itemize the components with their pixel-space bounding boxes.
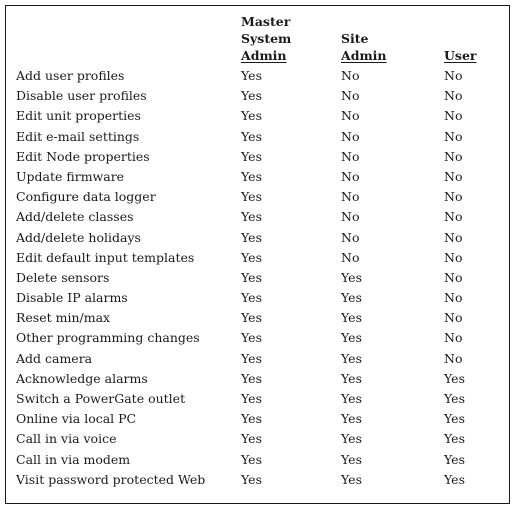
cell-user: Yes <box>444 391 465 406</box>
cell-master: Yes <box>241 391 262 406</box>
cell-permission: Delete sensors <box>16 269 110 285</box>
cell-permission: Disable IP alarms <box>16 290 128 306</box>
cell-permission: Add/delete classes <box>16 209 134 225</box>
cell-user: No <box>444 68 463 83</box>
cell-master: Yes <box>241 68 262 83</box>
cell-permission: Edit e-mail settings <box>16 128 140 144</box>
cell-user: Yes <box>444 370 465 386</box>
cell-site: Yes <box>341 431 362 447</box>
cell-master: Yes <box>241 209 262 225</box>
cell-site: No <box>341 249 360 265</box>
cell-permission: Add/delete holidays <box>16 229 141 245</box>
cell-user: Yes <box>444 451 465 467</box>
cell-permission: Disable user profiles <box>16 88 147 104</box>
table-row <box>16 86 506 106</box>
cell-site: Yes <box>341 350 362 366</box>
cell-master: Yes <box>241 471 262 487</box>
cell-permission: Configure data logger <box>16 189 156 205</box>
cell-permission: Other programming changes <box>16 330 200 346</box>
header-user <box>444 47 476 64</box>
cell-master: Yes <box>241 290 262 306</box>
header-user-line1: User <box>444 48 477 63</box>
table-row <box>16 66 506 86</box>
cell-master: Yes <box>241 229 262 245</box>
header-master-system-admin <box>241 13 291 64</box>
table-row <box>16 228 506 248</box>
cell-master: Yes <box>241 310 262 326</box>
cell-site: No <box>341 229 360 245</box>
cell-site: No <box>341 189 360 205</box>
cell-master: Yes <box>241 370 262 386</box>
cell-user: No <box>444 269 463 285</box>
cell-permission: Acknowledge alarms <box>16 370 148 386</box>
header-master-line1: Master <box>241 14 291 29</box>
table-row <box>16 268 506 288</box>
cell-site: No <box>341 128 360 144</box>
cell-user: No <box>444 229 463 245</box>
cell-master: Yes <box>241 350 262 366</box>
cell-user: No <box>444 189 463 205</box>
cell-site: Yes <box>341 269 362 285</box>
cell-user: Yes <box>444 471 465 487</box>
cell-master: Yes <box>241 189 262 205</box>
cell-master: Yes <box>241 451 262 467</box>
cell-site: Yes <box>341 290 362 306</box>
table-row <box>16 127 506 147</box>
cell-permission: Edit Node properties <box>16 148 150 164</box>
table-row <box>16 409 506 429</box>
header-master-line2: System <box>241 31 292 46</box>
table-row <box>16 369 506 389</box>
table-row <box>16 470 506 490</box>
table-row <box>16 167 506 187</box>
table-row <box>16 349 506 369</box>
cell-site: Yes <box>341 370 362 386</box>
cell-user: No <box>444 128 463 144</box>
header-site-admin <box>341 30 387 64</box>
cell-permission: Add camera <box>16 350 93 366</box>
cell-permission: Update firmware <box>16 168 125 184</box>
cell-master: Yes <box>241 168 262 184</box>
table-row <box>16 308 506 328</box>
permissions-table-body <box>16 66 506 490</box>
cell-user: No <box>444 290 463 306</box>
cell-site: No <box>341 68 360 83</box>
table-row <box>16 288 506 308</box>
cell-site: Yes <box>341 471 362 487</box>
cell-permission: Add user profiles <box>16 68 125 83</box>
cell-site: Yes <box>341 330 362 346</box>
cell-permission: Visit password protected Web <box>16 471 206 487</box>
cell-user: No <box>444 249 463 265</box>
table-row <box>16 147 506 167</box>
cell-user: No <box>444 148 463 164</box>
cell-site: No <box>341 168 360 184</box>
cell-user: No <box>444 168 463 184</box>
cell-user: Yes <box>444 411 465 427</box>
cell-master: Yes <box>241 88 262 104</box>
cell-site: No <box>341 88 360 104</box>
cell-master: Yes <box>241 249 262 265</box>
table-row <box>16 328 506 348</box>
cell-user: No <box>444 330 463 346</box>
cell-user: No <box>444 350 463 366</box>
header-master-line3: Admin <box>241 48 287 63</box>
cell-master: Yes <box>241 411 262 427</box>
cell-user: Yes <box>444 431 465 447</box>
table-row <box>16 389 506 409</box>
cell-permission: Switch a PowerGate outlet <box>16 391 186 406</box>
header-site-line1: Site <box>341 31 369 46</box>
cell-permission: Edit default input templates <box>16 249 195 265</box>
table-row <box>16 187 506 207</box>
cell-permission: Call in via voice <box>16 431 117 447</box>
cell-site: Yes <box>341 411 362 427</box>
cell-master: Yes <box>241 269 262 285</box>
cell-user: No <box>444 108 463 124</box>
cell-master: Yes <box>241 108 262 124</box>
cell-user: No <box>444 209 463 225</box>
table-row <box>16 450 506 470</box>
cell-master: Yes <box>241 128 262 144</box>
header-site-line2: Admin <box>341 48 387 63</box>
cell-site: Yes <box>341 451 362 467</box>
cell-master: Yes <box>241 148 262 164</box>
table-row <box>16 429 506 449</box>
cell-master: Yes <box>241 431 262 447</box>
cell-site: Yes <box>341 391 362 406</box>
cell-permission: Reset min/max <box>16 310 111 326</box>
cell-site: No <box>341 209 360 225</box>
cell-permission: Call in via modem <box>16 451 131 467</box>
table-row <box>16 106 506 126</box>
cell-permission: Edit unit properties <box>16 108 141 124</box>
table-row <box>16 248 506 268</box>
cell-master: Yes <box>241 330 262 346</box>
cell-permission: Online via local PC <box>16 411 137 427</box>
cell-site: No <box>341 108 360 124</box>
cell-site: Yes <box>341 310 362 326</box>
cell-user: No <box>444 310 463 326</box>
cell-site: No <box>341 148 360 164</box>
table-row <box>16 207 506 227</box>
cell-user: No <box>444 88 463 104</box>
